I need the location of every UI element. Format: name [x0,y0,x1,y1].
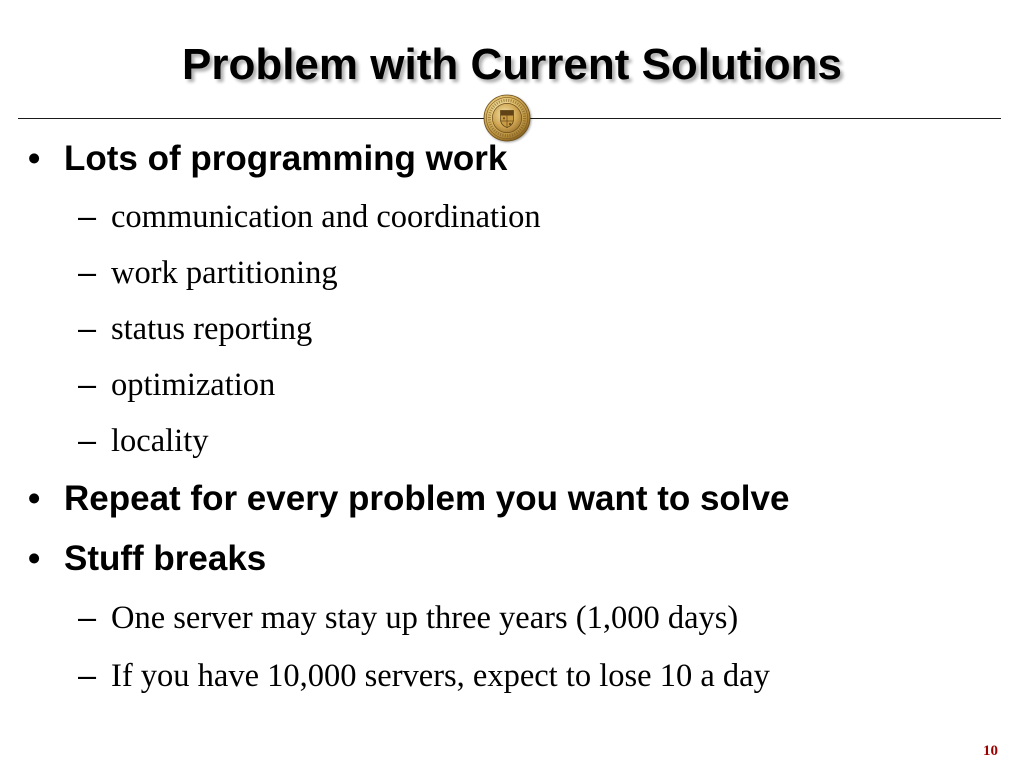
seal-shield-charge [509,123,511,125]
sub-bullet-marker: – [78,310,97,346]
sub-bullet-item [78,256,338,290]
bullet-text: Lots of programming work [64,139,508,178]
bullet-text: Repeat for every problem you want to solve [64,479,790,518]
sub-bullet-item [78,368,275,402]
seal-shield-chief [501,111,514,116]
sub-bullet-text: locality [111,423,209,459]
sub-bullet-item [78,200,541,234]
sub-bullet-marker: – [78,657,97,693]
sub-bullet-marker: – [78,254,97,290]
sub-bullet-marker: – [78,366,97,402]
sub-bullet-marker: – [78,422,97,458]
sub-bullet-marker: – [78,198,97,234]
university-seal-icon [483,94,531,142]
sub-bullet-text: optimization [111,367,276,403]
bullet-text: Stuff breaks [64,539,267,578]
bullet-marker: • [28,479,41,518]
seal-shield-charge [503,117,505,119]
sub-bullet-marker: – [78,599,97,635]
page-number: 10 [983,743,998,759]
bullet-item [28,481,789,516]
bullet-item [28,541,266,576]
sub-bullet-text: communication and coordination [111,199,541,235]
bullet-marker: • [28,139,41,178]
sub-bullet-text: One server may stay up three years (1,000 days) [111,600,739,636]
bullet-marker: • [28,539,41,578]
sub-bullet-item [78,601,738,635]
slide-title: Problem with Current Solutions [181,40,843,89]
sub-bullet-text: work partitioning [111,255,338,291]
sub-bullet-item [78,424,208,458]
sub-bullet-text: status reporting [111,311,313,347]
sub-bullet-text: If you have 10,000 servers, expect to lose 10 a day [111,658,770,694]
bullet-item [28,141,507,176]
sub-bullet-item [78,312,312,346]
sub-bullet-item [78,659,770,693]
